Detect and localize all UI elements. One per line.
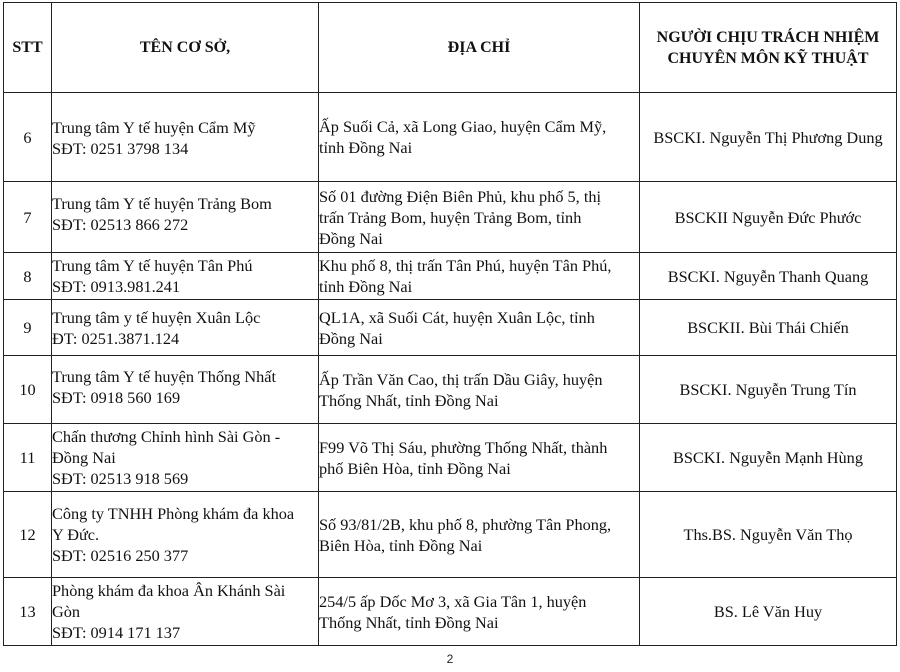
- address-line: F99 Võ Thị Sáu, phường Thống Nhất, thành: [319, 437, 608, 457]
- facility-name-line: Công ty TNHH Phòng khám đa khoa: [52, 504, 295, 523]
- row-address: [319, 253, 640, 300]
- row-responsible-person: Ths.BS. Nguyễn Văn Thọ: [640, 492, 897, 578]
- row-address: [319, 424, 640, 492]
- address-line: phố Biên Hòa, tỉnh Đồng Nai: [319, 458, 511, 478]
- table-row: [4, 93, 897, 182]
- page-number: 2: [446, 652, 454, 666]
- row-facility-name: [52, 578, 319, 646]
- row-facility-name: [52, 424, 319, 492]
- facility-phone: SĐT: 02513 866 272: [52, 214, 189, 234]
- facility-name-line: Gòn: [52, 602, 81, 621]
- facility-phone: SĐT: 0914 171 137: [52, 623, 181, 642]
- address-line: Khu phố 8, thị trấn Tân Phú, huyện Tân Phú,: [319, 256, 612, 275]
- facility-phone: SĐT: 0251 3798 134: [52, 138, 189, 158]
- facility-phone: SĐT: 0918 560 169: [52, 387, 181, 407]
- address-line: tỉnh Đồng Nai: [319, 138, 413, 157]
- header-address: ĐỊA CHỈ: [319, 3, 640, 93]
- table-row: [4, 578, 897, 646]
- row-facility-name: [52, 182, 319, 253]
- table-header-row: [4, 3, 897, 93]
- header-person-line1: NGƯỜI CHỊU TRÁCH NHIỆM: [656, 28, 880, 46]
- row-address: [319, 182, 640, 253]
- table-row: [4, 253, 897, 300]
- address-line: Đồng Nai: [319, 228, 383, 248]
- row-address: [319, 492, 640, 578]
- row-responsible-person: BSCKII Nguyễn Đức Phước: [640, 182, 897, 253]
- row-facility-name: [52, 356, 319, 424]
- header-name: TÊN CƠ SỞ,: [52, 3, 319, 93]
- row-address: [319, 300, 640, 356]
- address-line: Thống Nhất, tỉnh Đồng Nai: [319, 612, 499, 632]
- address-line: Ấp Trần Văn Cao, thị trấn Dầu Giây, huyện: [319, 369, 603, 389]
- row-facility-name: [52, 300, 319, 356]
- facility-phone: SĐT: 0913.981.241: [52, 277, 181, 296]
- address-line: tỉnh Đồng Nai: [319, 277, 413, 296]
- row-address: [319, 356, 640, 424]
- facility-name-line: Trung tâm y tế huyện Xuân Lộc: [52, 307, 261, 327]
- facility-phone: SĐT: 02516 250 377: [52, 546, 189, 565]
- row-responsible-person: BSCKI. Nguyễn Mạnh Hùng: [640, 424, 897, 492]
- row-stt: 8: [4, 253, 52, 300]
- facility-name-line: Trung tâm Y tế huyện Thống Nhất: [52, 366, 277, 386]
- facility-name-line: Trung tâm Y tế huyện Trảng Bom: [52, 193, 272, 213]
- table-row: [4, 182, 897, 253]
- facility-name-line: Trung tâm Y tế huyện Cẩm Mỹ: [52, 117, 256, 137]
- row-responsible-person: BS. Lê Văn Huy: [640, 578, 897, 646]
- facility-phone: SĐT: 02513 918 569: [52, 469, 189, 488]
- row-facility-name: [52, 253, 319, 300]
- header-stt: STT: [4, 3, 52, 93]
- facility-name-line: Chấn thương Chỉnh hình Sài Gòn -: [52, 427, 281, 446]
- address-line: QL1A, xã Suối Cát, huyện Xuân Lộc, tỉnh: [319, 307, 595, 327]
- row-stt: 9: [4, 300, 52, 356]
- header-person: [640, 3, 897, 93]
- row-responsible-person: BSCKII. Bùi Thái Chiến: [640, 300, 897, 356]
- facility-name-line: Đồng Nai: [52, 448, 116, 467]
- table-row: [4, 492, 897, 578]
- header-person-line2: CHUYÊN MÔN KỸ THUẬT: [667, 49, 869, 67]
- address-line: Ấp Suối Cả, xã Long Giao, huyện Cẩm Mỹ,: [319, 117, 607, 136]
- facility-name-line: Phòng khám đa khoa Ân Khánh Sài: [52, 581, 286, 600]
- row-stt: 11: [4, 424, 52, 492]
- table-row: [4, 424, 897, 492]
- facility-phone: ĐT: 0251.3871.124: [52, 328, 180, 348]
- row-stt: 6: [4, 93, 52, 182]
- address-line: Số 93/81/2B, khu phố 8, phường Tân Phong,: [319, 514, 612, 534]
- row-responsible-person: BSCKI. Nguyễn Thanh Quang: [640, 253, 897, 300]
- row-facility-name: [52, 492, 319, 578]
- row-address: [319, 93, 640, 182]
- address-line: Thống Nhất, tỉnh Đồng Nai: [319, 390, 499, 410]
- address-line: trấn Trảng Bom, huyện Trảng Bom, tỉnh: [319, 207, 582, 227]
- address-line: 254/5 ấp Dốc Mơ 3, xã Gia Tân 1, huyện: [319, 591, 587, 611]
- address-line: Đồng Nai: [319, 328, 383, 348]
- row-stt: 12: [4, 492, 52, 578]
- facility-name-line: Y Đức.: [52, 525, 100, 544]
- row-facility-name: [52, 93, 319, 182]
- row-stt: 10: [4, 356, 52, 424]
- address-line: Số 01 đường Điện Biên Phủ, khu phố 5, thị: [319, 186, 602, 206]
- row-stt: 7: [4, 182, 52, 253]
- row-responsible-person: BSCKI. Nguyễn Trung Tín: [640, 356, 897, 424]
- facility-table: [3, 2, 897, 646]
- address-line: Biên Hòa, tỉnh Đồng Nai: [319, 535, 483, 555]
- row-stt: 13: [4, 578, 52, 646]
- table-row: [4, 300, 897, 356]
- row-responsible-person: BSCKI. Nguyễn Thị Phương Dung: [640, 93, 897, 182]
- row-address: [319, 578, 640, 646]
- table-row: [4, 356, 897, 424]
- facility-name-line: Trung tâm Y tế huyện Tân Phú: [52, 256, 253, 275]
